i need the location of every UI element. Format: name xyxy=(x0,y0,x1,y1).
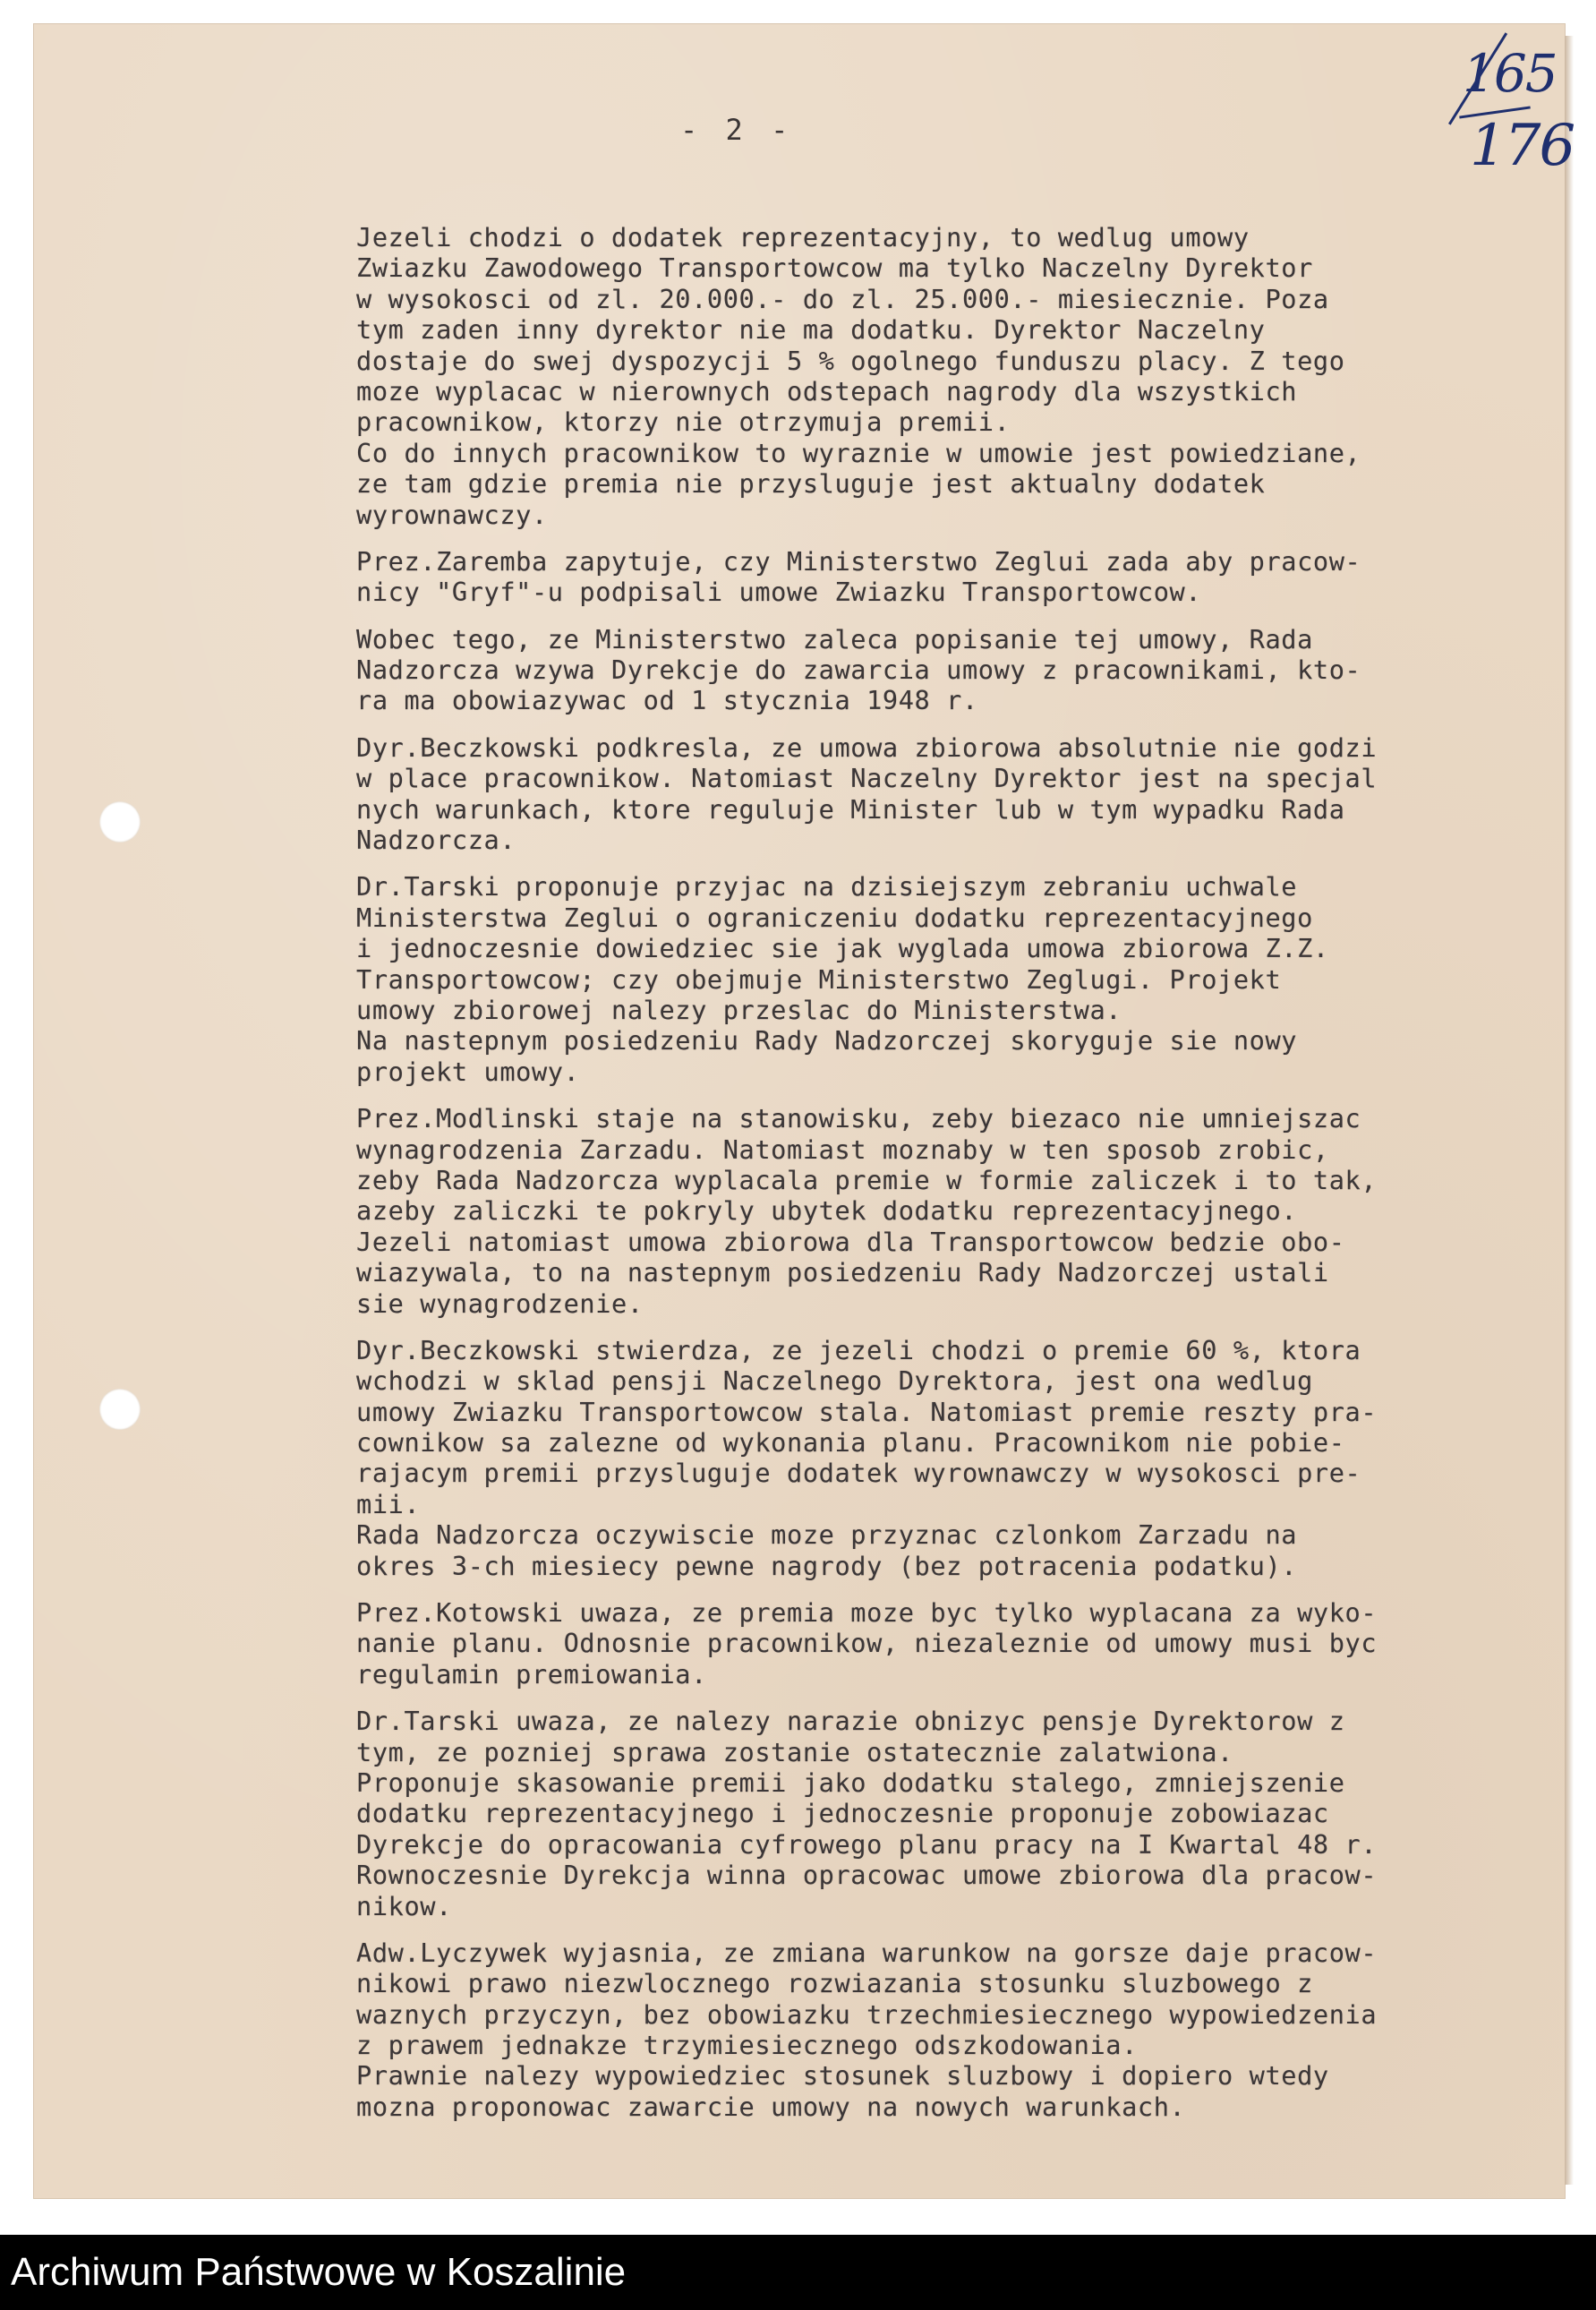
text-line: nanie planu. Odnosnie pracownikow, niezaleznie od umowy musi byc xyxy=(356,1628,1378,1659)
paragraph xyxy=(356,1597,1566,1690)
text-line: waznych przyczyn, bez obowiazku trzechmiesiecznego wypowiedzenia xyxy=(356,1998,1378,2030)
text-line: Prawnie nalezy wypowiedziec stosunek sluzbowy i dopiero wtedy xyxy=(356,2060,1329,2092)
paragraph xyxy=(356,1335,1566,1581)
text-line: Na nastepnym posiedzeniu Rady Nadzorczej skoryguje sie nowy xyxy=(356,1025,1298,1057)
text-line: cownikow sa zalezne od wykonania planu. Pracownikom nie pobie- xyxy=(356,1427,1345,1459)
text-line: Transportowcow; czy obejmuje Ministerstwo Zeglugi. Projekt xyxy=(356,963,1282,995)
text-line: umowy zbiorowej nalezy przeslac do Ministerstwa. xyxy=(356,994,1122,1025)
text-line: wynagrodzenia Zarzadu. Natomiast moznaby w ten sposob zrobic, xyxy=(356,1134,1329,1165)
text-line: projekt umowy. xyxy=(356,1056,580,1087)
text-line: tym zaden inny dyrektor nie ma dodatku. Dyrektor Naczelny xyxy=(356,314,1266,346)
text-line: w place pracownikow. Natomiast Naczelny Dyrektor jest na specjal xyxy=(356,763,1378,794)
text-line: Rownoczesnie Dyrekcja winna opracowac umowe zbiorowa dla pracow- xyxy=(356,1860,1378,1891)
folio-number-new: 176 xyxy=(1470,113,1575,179)
text-line: nikow. xyxy=(356,1890,452,1921)
text-line: zeby Rada Nadzorcza wyplacala premie w formie zaliczek i to tak, xyxy=(356,1164,1378,1195)
text-line: Proponuje skasowanie premii jako dodatku stalego, zmniejszenie xyxy=(356,1767,1345,1798)
text-line: Dyr.Beczkowski podkresla, ze umowa zbiorowa absolutnie nie godzi xyxy=(356,732,1378,763)
text-line: Dr.Tarski uwaza, ze nalezy narazie obnizyc pensje Dyrektorow z xyxy=(356,1706,1345,1737)
text-line: Jezeli natomiast umowa zbiorowa dla Transportowcow bedzie obo- xyxy=(356,1226,1345,1257)
text-line: Prez.Modlinski staje na stanowisku, zeby biezaco nie umniejszac xyxy=(356,1103,1361,1134)
handwritten-folio-number xyxy=(1432,34,1575,186)
punch-hole-upper xyxy=(99,801,141,843)
text-line: azeby zaliczki te pokryly ubytek dodatku reprezentacyjnego. xyxy=(356,1195,1298,1227)
text-line: wiazywala, to na nastepnym posiedzeniu Rady Nadzorczej ustali xyxy=(356,1257,1329,1288)
text-line: Nadzorcza. xyxy=(356,825,516,856)
text-line: dodatku reprezentacyjnego i jednoczesnie proponuje zobowiazac xyxy=(356,1798,1329,1829)
paragraph xyxy=(356,222,1566,530)
text-line: Nadzorcza wzywa Dyrekcje do zawarcia umowy z pracownikami, kto- xyxy=(356,654,1361,686)
text-line: umowy Zwiazku Transportowcow stala. Natomiast premie reszty pra- xyxy=(356,1396,1378,1427)
typed-body-text xyxy=(356,222,1566,2138)
text-line: okres 3-ch miesiecy pewne nagrody (bez potracenia podatku). xyxy=(356,1550,1298,1581)
text-line: mozna proponowac zawarcie umowy na nowych warunkach. xyxy=(356,2091,1186,2122)
text-line: ra ma obowiazywac od 1 stycznia 1948 r. xyxy=(356,685,978,716)
archive-footer-bar xyxy=(0,2235,1596,2310)
text-line: regulamin premiowania. xyxy=(356,1658,707,1690)
text-line: sie wynagrodzenie. xyxy=(356,1288,644,1319)
text-line: moze wyplacac w nierownych odstepach nagrody dla wszystkich xyxy=(356,375,1298,406)
text-line: Dr.Tarski proponuje przyjac na dzisiejszym zebraniu uchwale xyxy=(356,871,1298,903)
text-line: w wysokosci od zl. 20.000.- do zl. 25.000.- miesiecznie. Poza xyxy=(356,283,1329,314)
archive-name: Archiwum Państwowe w Koszalinie xyxy=(11,2250,627,2294)
text-line: wchodzi w sklad pensji Naczelnego Dyrektora, jest ona wedlug xyxy=(356,1365,1313,1397)
text-line: ze tam gdzie premia nie przysluguje jest aktualny dodatek xyxy=(356,468,1266,500)
text-line: mii. xyxy=(356,1488,421,1519)
text-line: tym, ze pozniej sprawa zostanie ostatecznie zalatwiona. xyxy=(356,1736,1233,1767)
text-line: Ministerstwa Zeglui o ograniczeniu dodatku reprezentacyjnego xyxy=(356,902,1313,933)
text-line: Dyr.Beczkowski stwierdza, ze jezeli chodzi o premie 60 %, ktora xyxy=(356,1334,1361,1365)
text-line: Dyrekcje do opracowania cyfrowego planu pracy na I Kwartal 48 r. xyxy=(356,1828,1378,1860)
text-line: pracownikow, ktorzy nie otrzymuja premii. xyxy=(356,406,1011,438)
text-line: nikowi prawo niezwlocznego rozwiazania stosunku sluzbowego z xyxy=(356,1968,1313,1999)
text-line: Zwiazku Zawodowego Transportowcow ma tylko Naczelny Dyrektor xyxy=(356,252,1313,284)
text-line: Prez.Kotowski uwaza, ze premia moze byc tylko wyplacana za wyko- xyxy=(356,1597,1378,1629)
text-line: Prez.Zaremba zapytuje, czy Ministerstwo Zeglui zada aby pracow- xyxy=(356,545,1361,577)
text-line: Adw.Lyczywek wyjasnia, ze zmiana warunkow na gorsze daje pracow- xyxy=(356,1937,1378,1968)
paragraph xyxy=(356,624,1566,716)
paragraph xyxy=(356,1706,1566,1921)
page-number: - 2 - xyxy=(680,113,794,147)
text-line: z prawem jednakze trzymiesiecznego odszkodowania. xyxy=(356,2030,1138,2061)
paragraph xyxy=(356,1103,1566,1319)
text-line: i jednoczesnie dowiedziec sie jak wyglada umowa zbiorowa Z.Z. xyxy=(356,933,1329,964)
paragraph xyxy=(356,1938,1566,2122)
text-line: Jezeli chodzi o dodatek reprezentacyjny, to wedlug umowy xyxy=(356,222,1250,252)
text-line: dostaje do swej dyspozycji 5 % ogolnego funduszu placy. Z tego xyxy=(356,345,1345,376)
text-line: nicy "Gryf"-u podpisali umowe Zwiazku Transportowcow. xyxy=(356,577,1202,608)
text-line: nych warunkach, ktore reguluje Minister lub w tym wypadku Rada xyxy=(356,793,1345,825)
paragraph xyxy=(356,871,1566,1087)
text-line: Co do innych pracownikow to wyraznie w umowie jest powiedziane, xyxy=(356,437,1361,468)
paragraph xyxy=(356,732,1566,856)
text-line: wyrownawczy. xyxy=(356,499,548,530)
paragraph xyxy=(356,546,1566,608)
text-line: Wobec tego, ze Ministerstwo zaleca popisanie tej umowy, Rada xyxy=(356,623,1313,654)
punch-hole-lower xyxy=(99,1389,141,1430)
folio-number-old: 165 xyxy=(1463,43,1557,104)
text-line: rajacym premii przysluguje dodatek wyrownawczy w wysokosci pre- xyxy=(356,1458,1361,1489)
text-line: Rada Nadzorcza oczywiscie moze przyznac czlonkom Zarzadu na xyxy=(356,1519,1298,1551)
